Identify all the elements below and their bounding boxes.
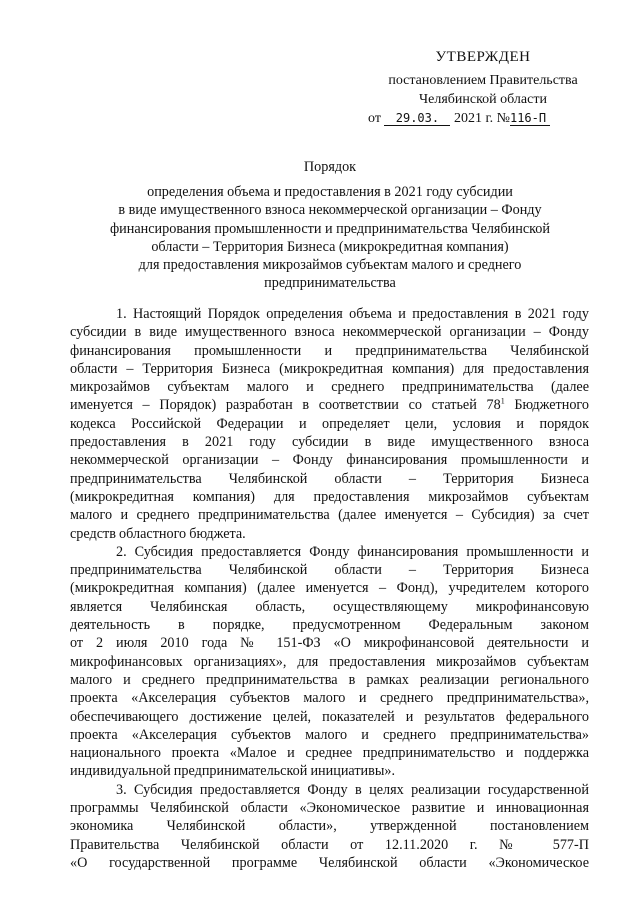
approval-number: 116-П <box>510 111 550 126</box>
footnote-mark: 1 <box>500 396 505 406</box>
text-line: малого и среднего предпринимательства в рамках реализации регионального <box>70 671 589 688</box>
paragraph-1 <box>70 305 589 543</box>
text-line-with-footnote <box>70 396 589 414</box>
text-line: проекта «Акселерация субъектов малого и среднего предпринимательства» <box>70 726 589 743</box>
text-line: предпринимательства Челябинской области – Территория Бизнеса <box>70 562 589 579</box>
approval-authority: постановлением Правительства <box>388 73 578 88</box>
text-line: малого и среднего предпринимательства (далее именуется – Субсидия) за счет <box>70 507 589 524</box>
text-line: микрофинансовых организациях», для предоставления микрозаймов субъектам <box>70 653 589 670</box>
text-line: экономика Челябинской области», утвержденной постановлением <box>70 818 589 835</box>
heading-line: для предоставления микрозаймов субъектам малого и среднего <box>138 257 522 274</box>
heading-line: области – Территория Бизнеса (микрокредитная компания) <box>151 238 509 255</box>
approval-year: 2021 г. № <box>453 111 510 126</box>
approval-title: УТВЕРЖДЕН <box>435 49 531 65</box>
text-line: предоставления в 2021 году субсидии в виде имущественного взноса <box>70 434 589 451</box>
text-line: (микрокредитная компания) (далее именуется – Фонд), учредителем которого <box>70 580 589 597</box>
text-line: предпринимательства Челябинской области – Территория Бизнеса <box>70 470 589 487</box>
text-line: проекта «Акселерация субъектов малого и среднего предпринимательства», <box>70 690 589 707</box>
text-line: национального проекта «Малое и среднее предпринимательство и поддержка <box>70 745 589 762</box>
text-line: 3. Субсидия предоставляется Фонду в целях реализации государственной <box>116 781 589 798</box>
approval-region: Челябинской области <box>419 92 547 107</box>
text-line: 2. Субсидия предоставляется Фонду финансирования промышленности и <box>116 543 589 560</box>
approval-from-label: от <box>368 111 381 126</box>
text-line: от 2 июля 2010 года № 151-ФЗ «О микрофинансовой деятельности и <box>70 635 589 652</box>
text-line: «О государственной программе Челябинской области «Экономическое <box>70 854 589 871</box>
heading-line: предпринимательства <box>264 275 396 292</box>
document-name: Порядок <box>303 159 357 175</box>
heading-line: в виде имущественного взноса некоммерческой организации – Фонду <box>118 202 542 219</box>
text-fragment: именуется – Порядок) разработан в соответствии со статьей 78 <box>70 397 501 414</box>
text-line: (микрокредитная компания) для предоставления микрозаймов субъектам <box>70 488 589 505</box>
text-line: кодекса Российской Федерации и определяет цели, условия и порядок <box>70 415 589 432</box>
text-line: субсидии в виде имущественного взноса некоммерческой организации – Фонду <box>70 324 589 341</box>
text-line: микрозаймов субъектам малого и среднего предпринимательства (далее <box>70 379 589 396</box>
text-line: финансирования промышленности и предпринимательства Челябинской <box>70 342 589 359</box>
heading-line: финансирования промышленности и предпринимательства Челябинской <box>109 220 550 237</box>
heading-line: определения объема и предоставления в 2021 году субсидии <box>147 184 513 201</box>
text-line: области – Территория Бизнеса (микрокредитная компания) для предоставления <box>70 360 589 377</box>
document-body <box>70 305 589 872</box>
approval-date: 29.03. <box>384 111 450 126</box>
paragraph-3 <box>70 781 589 872</box>
paragraph-2 <box>70 543 589 781</box>
approval-date-line <box>368 109 598 128</box>
approval-stamp <box>368 48 598 128</box>
document-heading <box>70 158 590 292</box>
text-fragment: Бюджетного <box>514 397 589 414</box>
text-line: является Челябинская область, осуществляющему микрофинансовую <box>70 598 589 615</box>
text-line: Правительства Челябинской области от 12.11.2020 г. № 577-П <box>70 836 589 853</box>
text-line: деятельность в порядке, предусмотренном Федеральным законом <box>70 617 589 634</box>
text-line: обеспечивающего достижение целей, показателей и результатов федерального <box>70 708 589 725</box>
text-line: индивидуальной предпринимательской инициативы». <box>70 763 396 780</box>
text-line: 1. Настоящий Порядок определения объема и предоставления в 2021 году <box>116 306 589 322</box>
text-line: средств областного бюджета. <box>70 525 246 542</box>
text-line: программы Челябинской области «Экономическое развитие и инновационная <box>70 800 589 817</box>
text-line: некоммерческой организации – Фонду финансирования промышленности и <box>70 452 589 469</box>
